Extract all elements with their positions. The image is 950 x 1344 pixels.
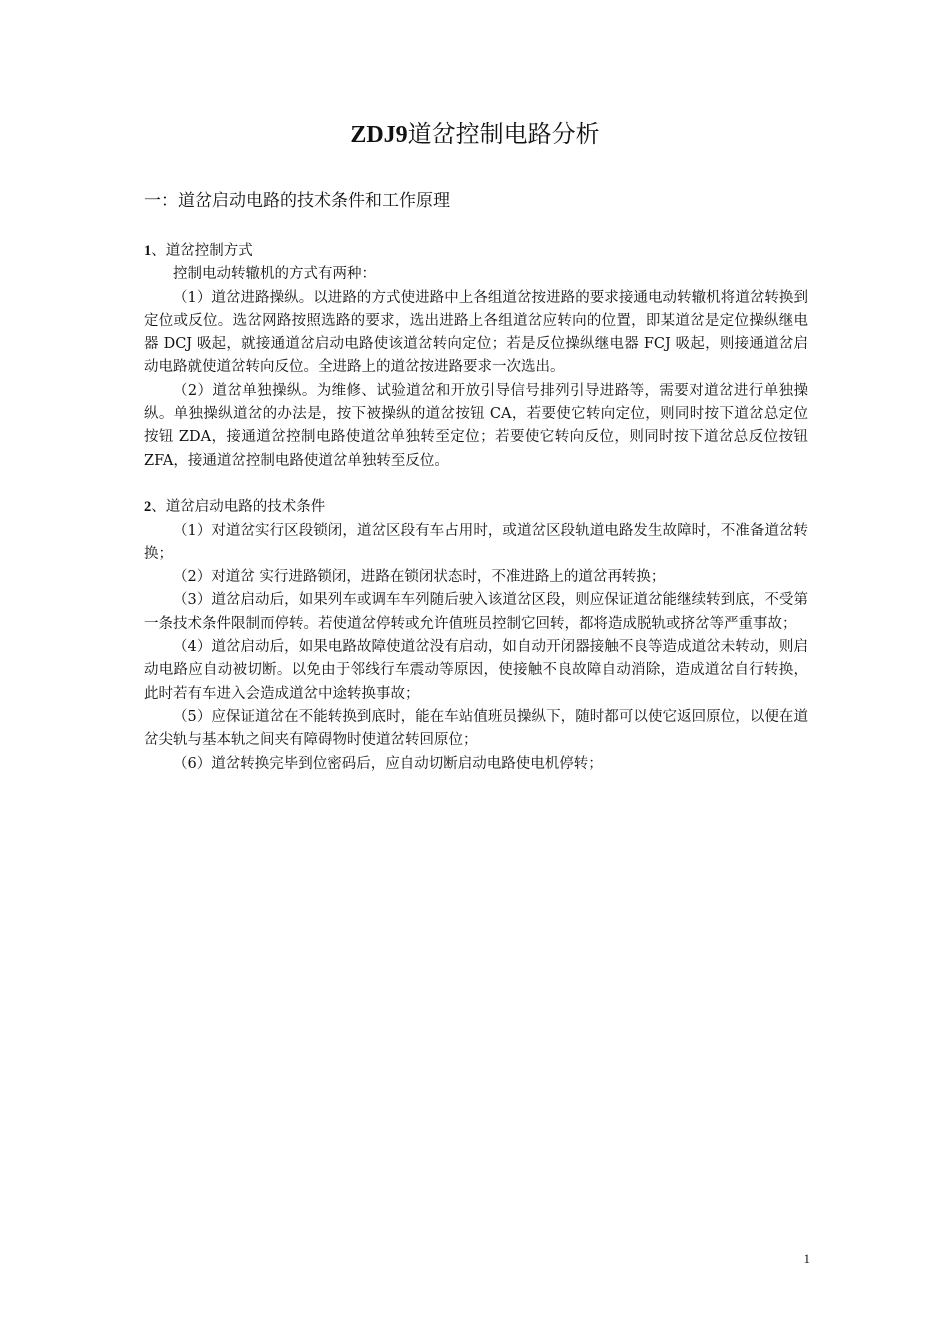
paragraph: （5）应保证道岔在不能转换到底时，能在车站值班员操纵下，随时都可以使它返回原位，以便在道岔尖轨与基本轨之间夹有障碍物时使道岔转回原位；: [144, 708, 808, 749]
document-body: [144, 240, 808, 776]
paragraph: （1）道岔进路操纵。以进路的方式使进路中上各组道岔按进路的要求接通电动转辙机将道岔转换到定位或反位。选岔网路按照选路的要求，选出进路上各组道岔应转向的位置，即某道岔是定位操纵继电器 DCJ 吸起，就接通道岔启动电路使该道岔转向定位；若是反位操纵继电器 FCJ 吸起，则接通道岔启动电路就使道岔转向反位。全进路上的道岔按进路要求一次选出。: [144, 289, 808, 376]
section-heading: 一：道岔启动电路的技术条件和工作原理: [144, 191, 450, 211]
paragraph: （3）道岔启动后，如果列车或调车车列随后驶入该道岔区段，则应保证道岔能继续转到底，不受第一条技术条件限制而停转。若使道岔停转或允许值班员控制它回转，都将造成脱轨或挤岔等严重事故；: [144, 592, 808, 632]
title-model: ZDJ9: [350, 122, 408, 148]
paragraph: （2）道岔单独操纵。为维修、试验道岔和开放引导信号排列引导进路等，需要对道岔进行单独操纵。单独操纵道岔的办法是，按下被操纵的道岔按钮 CA，若要使它转向定位，则同时按下道岔总定位按钮 ZDA，接通道岔控制电路使道岔单独转至定位；若要使它转向反位，则同时按下道岔总反位按钮 ZFA，接通道岔控制电路使道岔单独转至反位。: [144, 382, 808, 469]
title-text: 道岔控制电路分析: [407, 120, 600, 148]
subsection-label: 、道岔启动电路的技术条件: [151, 499, 326, 516]
subsection-number: 2: [144, 499, 152, 516]
subsection-heading-1: [144, 240, 808, 263]
subsection-heading-2: [144, 496, 808, 519]
paragraph: 控制电动转辙机的方式有两种：: [173, 266, 376, 283]
paragraph: （2）对道岔 实行进路锁闭，进路在锁闭状态时，不准进路上的道岔再转换；: [173, 569, 666, 586]
paragraph: （4）道岔启动后，如果电路故障使道岔没有启动，如自动开闭器接触不良等造成道岔未转动，则启动电路应自动被切断。以免由于邻线行车震动等原因，使接触不良故障自动消除，造成道岔自行转换，此时若有车进入会造成道岔中途转换事故；: [144, 639, 808, 702]
subsection-label: 、道岔控制方式: [151, 243, 253, 259]
paragraph-gap: [144, 473, 808, 496]
page-number: 1: [803, 1251, 810, 1266]
paragraph: （1）对道岔实行区段锁闭，道岔区段有车占用时，或道岔区段轨道电路发生故障时，不准备道岔转换；: [144, 522, 808, 562]
subsection-number: 1: [144, 243, 152, 259]
document-title: [0, 118, 950, 151]
paragraph: （6）道岔转换完毕到位密码后，应自动切断启动电路使电机停转；: [173, 755, 603, 772]
